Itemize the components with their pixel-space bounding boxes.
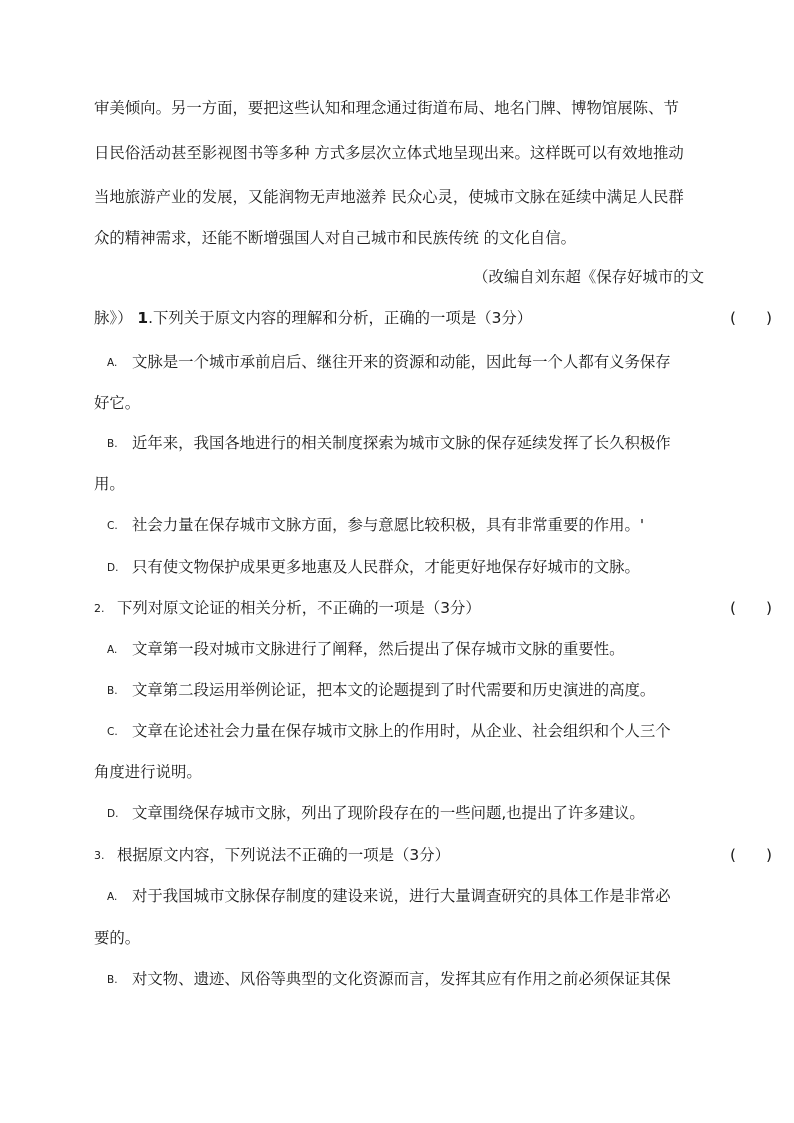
passage-line-3: 当地旅游产业的发展，又能润物无声地滋养 民众心灵，使城市文脉在延续中满足人民群 xyxy=(94,188,684,206)
answer-paren-open: ( xyxy=(730,846,737,864)
option-a-continued: 好它。 xyxy=(94,394,141,412)
option-text: 近年来，我国各地进行的相关制度探索为城市文脉的保存延续发挥了长久积极作 xyxy=(132,434,671,452)
passage-line-2: 日民俗活动甚至影视图书等多种 方式多层次立体式地呈现出来。这样既可以有效地推动 xyxy=(94,144,684,162)
option-text: 对于我国城市文脉保存制度的建设来说，进行大量调查研究的具体工作是非常必 xyxy=(132,887,671,905)
option-text: 文脉是一个城市承前启后、继往开来的资源和动能，因此每一个人都有义务保存 xyxy=(132,353,671,371)
option-label: B. xyxy=(107,438,118,450)
source-citation: （改编自刘东超《保存好城市的文 xyxy=(473,268,704,286)
option-text: 社会力量在保存城市文脉方面，参与意愿比较积极，具有非常重要的作用。' xyxy=(132,516,645,534)
option-b-continued: 用。 xyxy=(94,475,125,493)
option-label: A. xyxy=(107,891,118,903)
answer-paren-close: ) xyxy=(766,309,773,327)
option-label: A. xyxy=(107,357,118,369)
option-d xyxy=(107,557,704,578)
option-label: D. xyxy=(107,562,119,574)
option-a xyxy=(107,886,704,907)
question-3-text: 根据原文内容，下列说法不正确的一项是（3分） xyxy=(117,846,450,864)
option-label: A. xyxy=(107,644,118,656)
option-label: B. xyxy=(107,685,118,697)
option-text: 文章第二段运用举例论证，把本文的论题提到了时代需要和历史演进的高度。 xyxy=(132,681,656,699)
option-label: B. xyxy=(107,974,118,986)
question-1-number: 1 xyxy=(137,309,149,327)
option-c xyxy=(107,721,704,742)
question-1-stem xyxy=(94,308,773,328)
question-1-text: .下列关于原文内容的理解和分析，正确的一项是（3分） xyxy=(148,309,533,327)
option-label: D. xyxy=(107,808,119,820)
question-2-stem xyxy=(94,598,773,619)
option-b xyxy=(107,969,704,990)
answer-paren-open: ( xyxy=(730,599,737,617)
option-c xyxy=(107,515,704,536)
answer-paren-close: ) xyxy=(766,599,773,617)
question-2-number: 2. xyxy=(94,602,105,615)
option-text: 文章围绕保存城市文脉，列出了现阶段存在的一些问题,也提出了许多建议。 xyxy=(132,804,645,822)
option-label: C. xyxy=(107,726,118,738)
passage-line-1: 审美倾向。另一方面，要把这些认知和理念通过街道布局、地名门牌、博物馆展陈、节 xyxy=(94,99,679,117)
answer-paren-close: ) xyxy=(766,846,773,864)
option-label: C. xyxy=(107,520,118,532)
option-text: 对文物、遗迹、风俗等典型的文化资源而言，发挥其应有作用之前必须保证其保 xyxy=(132,970,671,988)
option-a xyxy=(107,352,704,373)
option-text: 文章在论述社会力量在保存城市文脉上的作用时，从企业、社会组织和个人三个 xyxy=(132,722,671,740)
option-text: 只有使文物保护成果更多地惠及人民群众，才能更好地保存好城市的文脉。 xyxy=(132,558,640,576)
option-b xyxy=(107,680,704,701)
question-3-number: 3. xyxy=(94,849,105,862)
option-text: 文章第一段对城市文脉进行了阐释，然后提出了保存城市文脉的重要性。 xyxy=(132,640,625,658)
option-b xyxy=(107,433,704,454)
answer-paren-open: ( xyxy=(730,309,737,327)
passage-line-4: 众的精神需求，还能不断增强国人对自己城市和民族传统 的文化自信。 xyxy=(94,229,577,247)
option-d xyxy=(107,803,704,824)
question-3-stem xyxy=(94,845,773,866)
source-citation-end: 脉》） xyxy=(94,309,133,327)
question-2-text: 下列对原文论证的相关分析，不正确的一项是（3分） xyxy=(117,599,481,617)
option-c-continued: 角度进行说明。 xyxy=(94,763,202,781)
option-a xyxy=(107,639,704,660)
option-a-continued: 要的。 xyxy=(94,929,141,947)
